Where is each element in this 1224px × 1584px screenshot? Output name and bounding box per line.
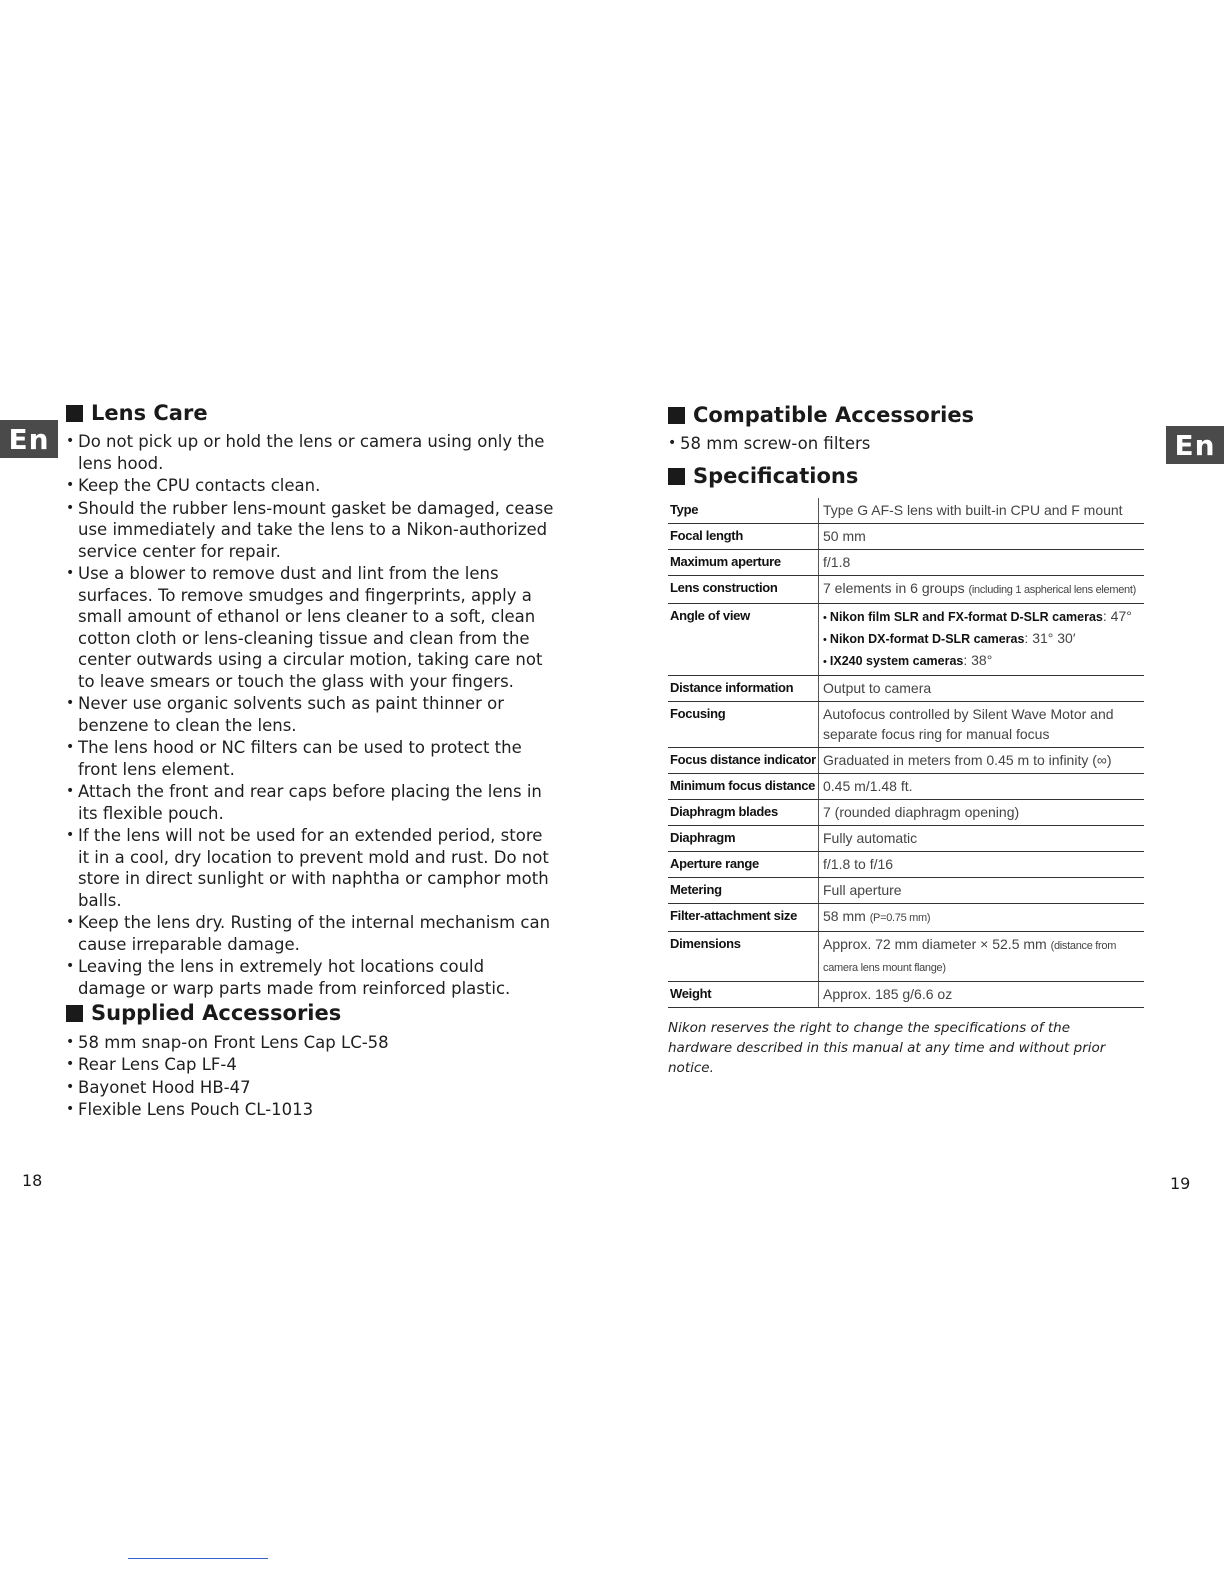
table-row: [668, 676, 1144, 702]
spec-value: Output to camera: [819, 676, 1145, 702]
spec-key: Type: [668, 498, 819, 524]
list-item: • Flexible Lens Pouch CL-1013: [66, 1099, 556, 1121]
table-row: [668, 932, 1144, 982]
table-row: [668, 498, 1144, 524]
spec-value: Type G AF-S lens with built-in CPU and F mount: [819, 498, 1145, 524]
spec-key: Weight: [668, 982, 819, 1008]
supplied-accessories-list: [66, 1032, 556, 1121]
spec-value: Fully automatic: [819, 826, 1145, 852]
spec-value: f/1.8: [819, 550, 1145, 576]
spec-value: 7 elements in 6 groups: [823, 580, 969, 597]
spec-note: (including 1 aspherical lens element): [968, 584, 1136, 597]
spec-key: Filter-attachment size: [668, 904, 819, 932]
spec-key: Lens construction: [668, 576, 819, 604]
list-item: • 58 mm snap-on Front Lens Cap LC-58: [66, 1032, 556, 1054]
list-item: • Do not pick up or hold the lens or camera using only the lens hood.: [66, 431, 556, 474]
table-row: [668, 604, 1144, 676]
list-item: • The lens hood or NC filters can be used to protect the front lens element.: [66, 737, 556, 780]
page-number-right: 19: [1170, 1174, 1191, 1193]
language-tab-label: En: [8, 422, 50, 456]
list-item: • If the lens will not be used for an extended period, store it in a cool, dry location to prevent mold and rust. Do not store in direct sunlight or with naphtha or camphor moth balls.: [66, 825, 556, 911]
section-square-icon: [66, 1005, 83, 1022]
table-row: [668, 904, 1144, 932]
specifications-table: [668, 498, 1144, 1008]
bottom-divider: [128, 1558, 268, 1559]
table-row: [668, 702, 1144, 748]
list-item: • Keep the lens dry. Rusting of the internal mechanism can cause irreparable damage.: [66, 912, 556, 955]
spec-value: f/1.8 to f/16: [819, 852, 1145, 878]
lens-care-list: [66, 431, 556, 999]
section-square-icon: [66, 405, 83, 422]
specifications-heading: [668, 463, 1158, 490]
spec-key: Angle of view: [668, 604, 819, 676]
list-item: • Bayonet Hood HB-47: [66, 1077, 556, 1099]
section-square-icon: [668, 468, 685, 485]
spec-value-cell: [819, 576, 1145, 604]
spec-key: Focusing: [668, 702, 819, 748]
spec-key: Focal length: [668, 524, 819, 550]
compatible-accessories-list: [668, 433, 1158, 455]
angle-of-view-item: • Nikon DX-format D-SLR cameras: 31° 30′: [823, 630, 1076, 647]
section-square-icon: [668, 407, 685, 424]
spec-value: 7 (rounded diaphragm opening): [819, 800, 1145, 826]
spec-value: Graduated in meters from 0.45 m to infinity (∞): [819, 748, 1145, 774]
angle-value: : 38°: [963, 652, 993, 669]
spec-value-cell: [819, 604, 1145, 676]
spec-key: Focus distance indicator: [668, 748, 819, 774]
supplied-accessories-heading: [66, 1000, 556, 1027]
list-item: • Attach the front and rear caps before placing the lens in its flexible pouch.: [66, 781, 556, 824]
table-row: [668, 576, 1144, 604]
page-number-left: 18: [22, 1171, 43, 1190]
table-row: [668, 852, 1144, 878]
spec-key: Maximum aperture: [668, 550, 819, 576]
spec-key: Distance information: [668, 676, 819, 702]
angle-value: : 31° 30′: [1024, 630, 1076, 647]
list-item: • Should the rubber lens-mount gasket be damaged, cease use immediately and take the lens to a Nikon-authorized service center for repair.: [66, 498, 556, 563]
compatible-accessories-heading: [668, 402, 1158, 429]
list-item: • Keep the CPU contacts clean.: [66, 475, 556, 497]
table-row: [668, 982, 1144, 1008]
spec-value-cell: [819, 932, 1145, 982]
spec-value: Autofocus controlled by Silent Wave Motor and separate focus ring for manual focus: [819, 702, 1145, 748]
spec-key: Diaphragm blades: [668, 800, 819, 826]
angle-value: : 47°: [1102, 608, 1132, 625]
list-item: • 58 mm screw-on filters: [668, 433, 1158, 455]
table-row: [668, 524, 1144, 550]
spec-value: Full aperture: [819, 878, 1145, 904]
spec-key: Diaphragm: [668, 826, 819, 852]
angle-camera-label: Nikon DX-format D-SLR cameras: [829, 632, 1025, 647]
list-item: • Leaving the lens in extremely hot locations could damage or warp parts made from reinforced plastic.: [66, 956, 556, 999]
language-tab-left: [0, 420, 58, 458]
left-column: [66, 400, 556, 1122]
table-row: [668, 748, 1144, 774]
list-item: • Rear Lens Cap LF-4: [66, 1054, 556, 1076]
spec-value-cell: [819, 904, 1145, 932]
table-row: [668, 878, 1144, 904]
angle-of-view-item: • Nikon film SLR and FX-format D-SLR cameras: 47°: [823, 608, 1132, 625]
spec-value: Approx. 185 g/6.6 oz: [819, 982, 1145, 1008]
language-tab-right: [1166, 426, 1224, 464]
compatible-accessories-title: Compatible Accessories: [693, 403, 975, 427]
spec-key: Dimensions: [668, 932, 819, 982]
spec-note: (P=0.75 mm): [869, 912, 931, 925]
spec-value: 0.45 m/1.48 ft.: [819, 774, 1145, 800]
list-item: • Never use organic solvents such as paint thinner or benzene to clean the lens.: [66, 693, 556, 736]
list-item: • Use a blower to remove dust and lint from the lens surfaces. To remove smudges and fingerprints, apply a small amount of ethanol or lens cleaner to a soft, clean cotton cloth or lens-cleaning tissue and clean from the center outwards using a circular motion, taking care not to leave smears or touch the glass with your fingers.: [66, 563, 556, 692]
angle-of-view-item: • IX240 system cameras: 38°: [823, 652, 993, 669]
table-row: [668, 550, 1144, 576]
spec-value: 58 mm: [823, 908, 870, 925]
spec-key: Aperture range: [668, 852, 819, 878]
lens-care-heading: [66, 400, 556, 427]
spec-note: (distance from camera lens mount flange): [823, 940, 1117, 975]
spec-value: 50 mm: [819, 524, 1145, 550]
spec-key: Minimum focus distance: [668, 774, 819, 800]
table-row: [668, 800, 1144, 826]
spec-key: Metering: [668, 878, 819, 904]
right-column: [668, 402, 1158, 1078]
table-row: [668, 826, 1144, 852]
specifications-title: Specifications: [693, 463, 859, 488]
lens-care-title: Lens Care: [91, 401, 208, 425]
supplied-accessories-title: Supplied Accessories: [91, 1001, 342, 1026]
table-row: [668, 774, 1144, 800]
spec-value: Approx. 72 mm diameter × 52.5 mm: [823, 936, 1051, 953]
language-tab-label: En: [1174, 428, 1216, 462]
angle-camera-label: IX240 system cameras: [829, 654, 964, 669]
specifications-disclaimer: Nikon reserves the right to change the specifications of the hardware described in this manual at any time and without prior notice.: [668, 1020, 1106, 1077]
angle-camera-label: Nikon film SLR and FX-format D-SLR cameras: [829, 610, 1103, 625]
